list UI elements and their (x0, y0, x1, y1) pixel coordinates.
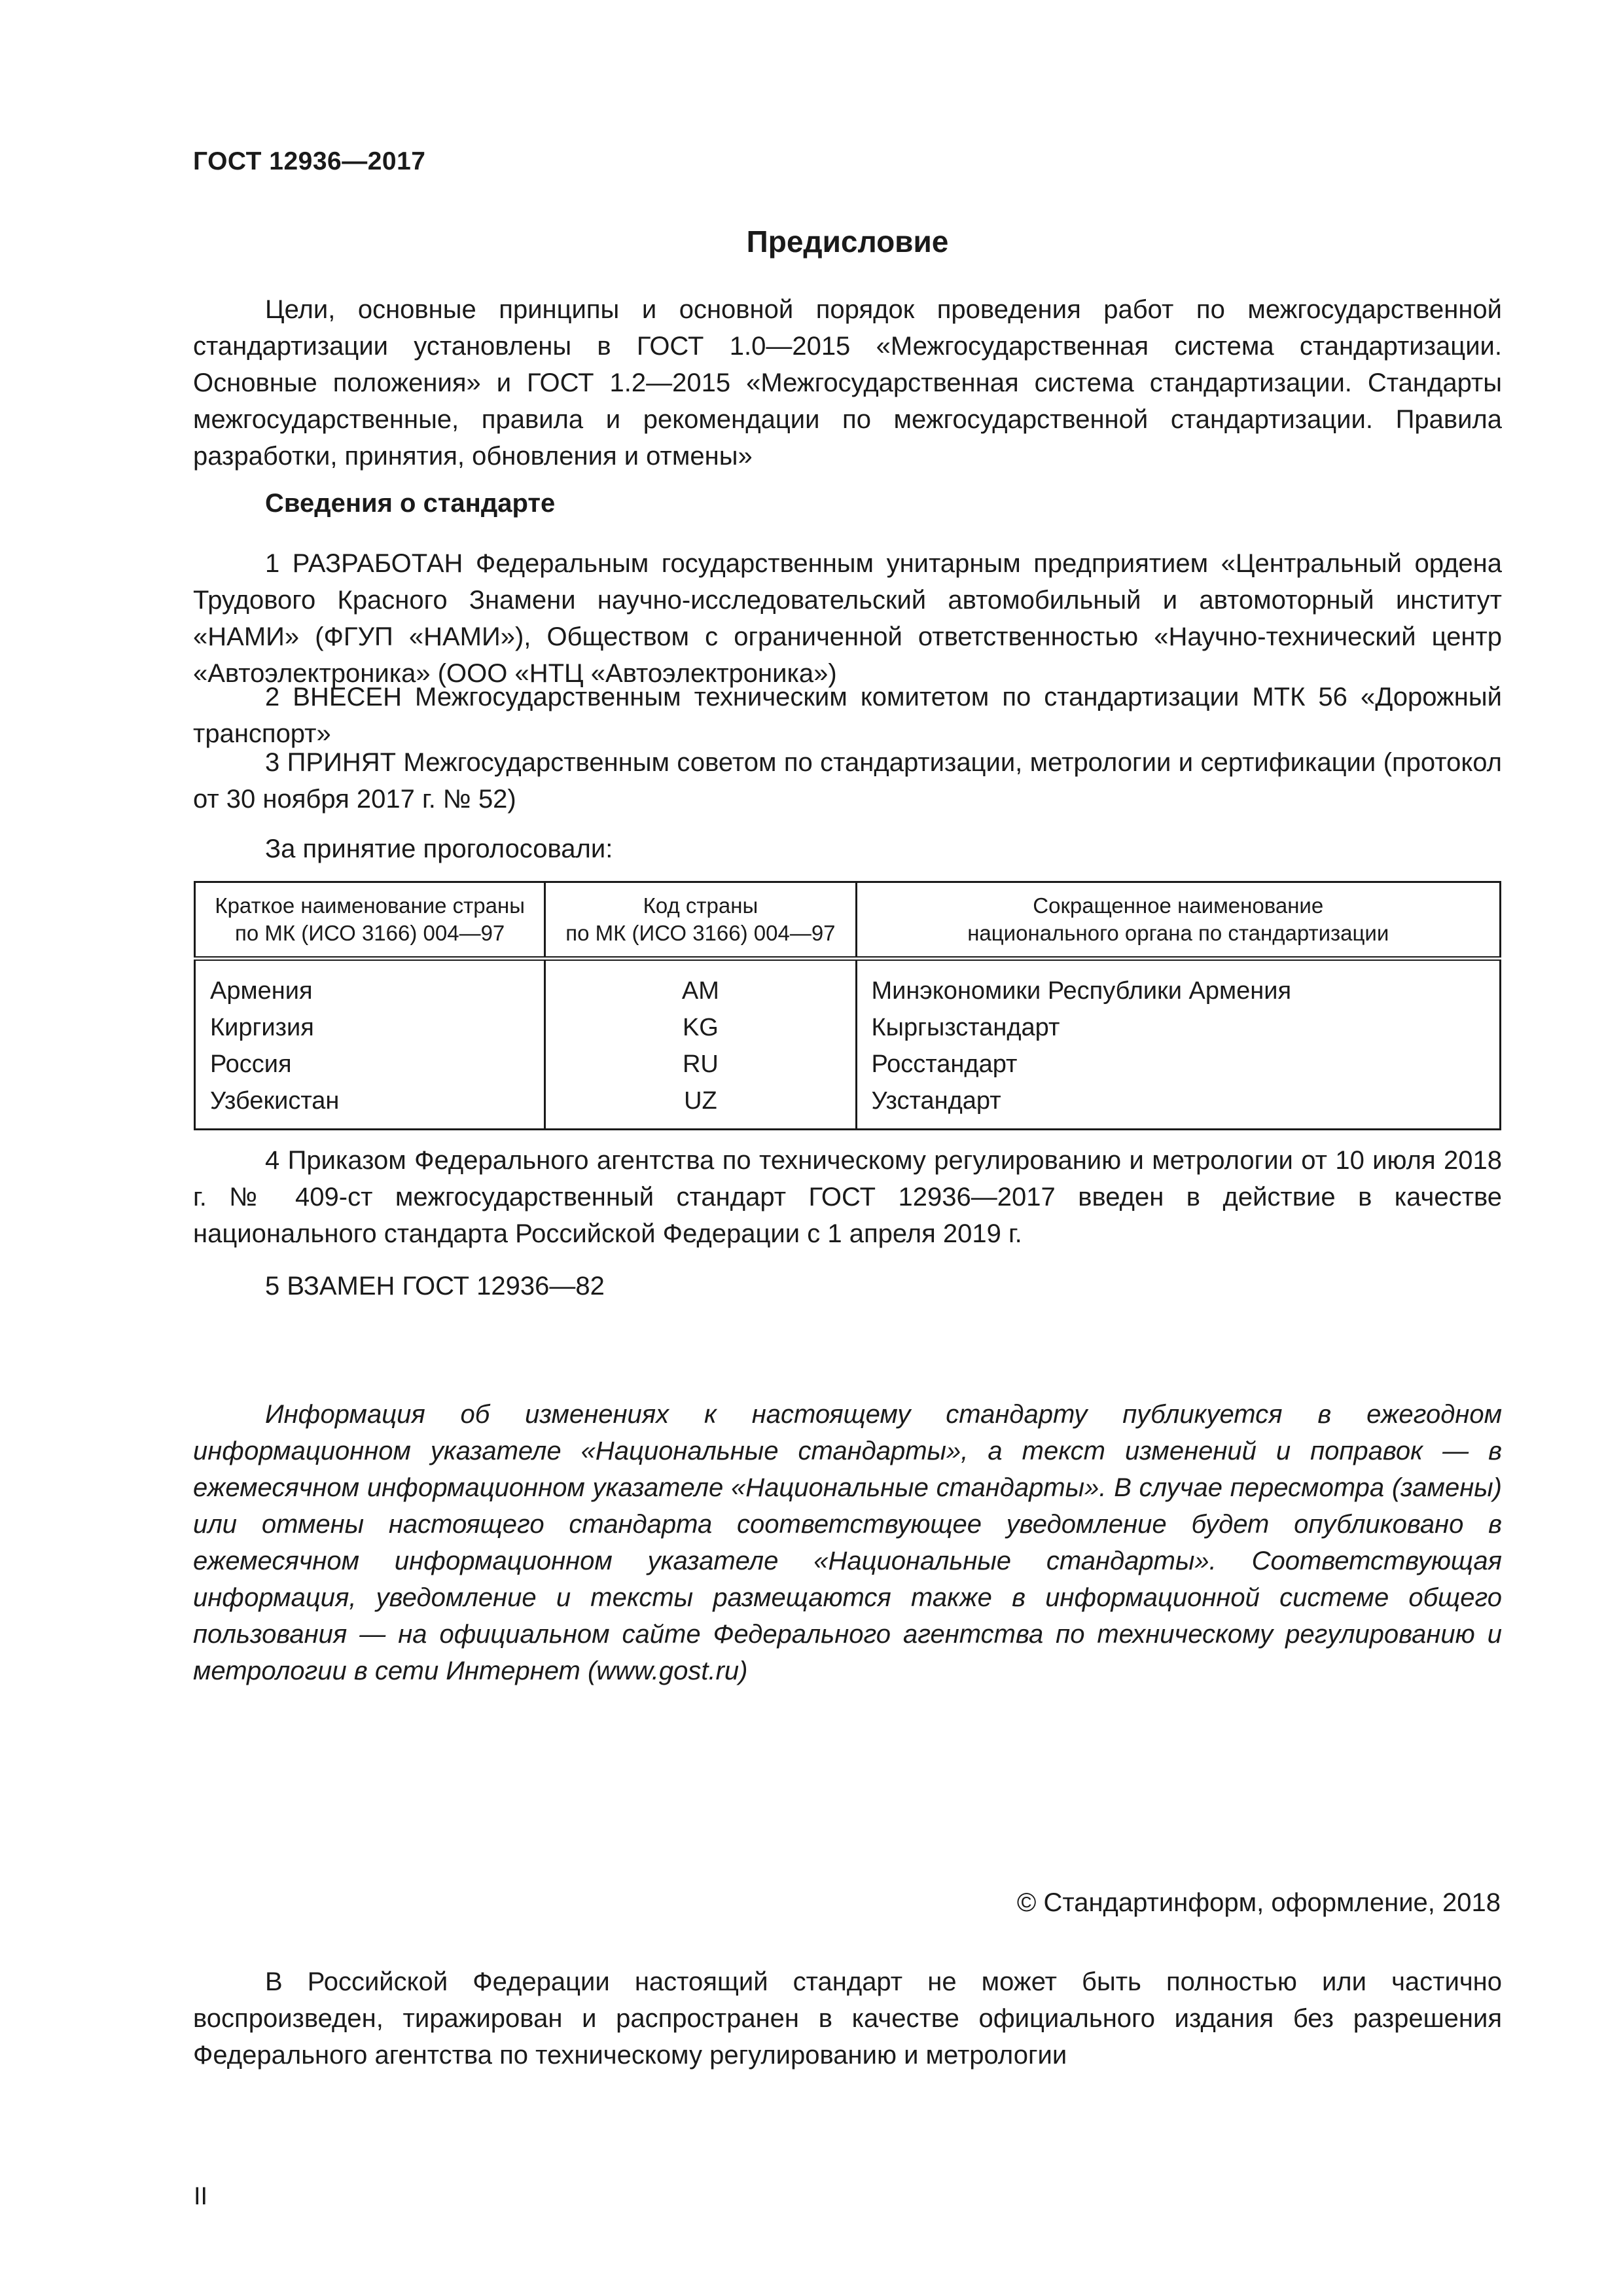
reproduction-notice: В Российской Федерации настоящий стандарт не может быть полностью или частично воспроизведен, тиражирован и распространен в качестве официального издания без разрешения Федерального агентства по техническому регулированию и метрологии (193, 1967, 1502, 2070)
page-number: II (194, 2183, 208, 2210)
country-cell: Узбекистан (195, 1083, 545, 1130)
country-cell: Армения (195, 959, 545, 1010)
body-cell: Минэкономики Республики Армения (856, 959, 1501, 1010)
section-title: Предисловие (746, 224, 949, 259)
country-cell: Россия (195, 1046, 545, 1083)
header-code: Код страны по МК (ИСО 3166) 004—97 (545, 882, 856, 959)
table-row (195, 1083, 1501, 1130)
copyright-line: © Стандартинформ, оформление, 2018 (1016, 1888, 1501, 1917)
standard-info-item-1: 1 РАЗРАБОТАН Федеральным государственным унитарным предприятием «Центральный ордена Трудового Красного Знамени научно-исследовательский автомобильный и автомоторный институт «НАМИ» (ФГУП «НАМИ»), Обществом с ограниченной ответственностью «Научно-технический центр «Автоэлектроника» (ООО «НТЦ «Автоэлектроника») (193, 549, 1502, 688)
intro-paragraph: Цели, основные принципы и основной порядок проведения работ по межгосударственной стандартизации установлены в ГОСТ 1.0—2015 «Межгосударственная система стандартизации. Основные положения» и ГОСТ 1.2—2015 «Межгосударственная система стандартизации. Стандарты межгосударственные, правила и рекомендации по межгосударственной стандартизации. Правила разработки, принятия, обновления и отмены» (193, 295, 1502, 471)
document-number: ГОСТ 12936—2017 (193, 147, 426, 175)
table-row (195, 1009, 1501, 1046)
standard-info-item-5: 5 ВЗАМЕН ГОСТ 12936—82 (265, 1272, 605, 1300)
table-row (195, 959, 1501, 1010)
header-country: Краткое наименование страны по МК (ИСО 3166) 004—97 (195, 882, 545, 959)
code-cell: AM (545, 959, 856, 1010)
code-cell: RU (545, 1046, 856, 1083)
standard-info-item-3: 3 ПРИНЯТ Межгосударственным советом по стандартизации, метрологии и сертификации (протокол от 30 ноября 2017 г. № 52) (193, 748, 1502, 814)
votes-intro: За принятие проголосовали: (265, 834, 613, 863)
standard-info-item-4: 4 Приказом Федерального агентства по техническому регулированию и метрологии от 10 июля 2018 г. № 409-ст межгосударственный стандарт ГОСТ 12936—2017 введен в действие в качестве национального стандарта Российской Федерации с 1 апреля 2019 г. (193, 1146, 1502, 1248)
body-cell: Узстандарт (856, 1083, 1501, 1130)
votes-table (194, 881, 1501, 1130)
code-cell: UZ (545, 1083, 856, 1130)
standard-info-heading: Сведения о стандарте (265, 489, 556, 518)
country-cell: Киргизия (195, 1009, 545, 1046)
code-cell: KG (545, 1009, 856, 1046)
header-body: Сокращенное наименование национального органа по стандартизации (856, 882, 1501, 959)
body-cell: Росстандарт (856, 1046, 1501, 1083)
body-cell: Кыргызстандарт (856, 1009, 1501, 1046)
changes-notice: Информация об изменениях к настоящему стандарту публикуется в ежегодном информационном указателе «Национальные стандарты», а текст изменений и поправок — в ежемесячном информационном указателе «Национальные стандарты». В случае пересмотра (замены) или отмены настоящего стандарта соответствующее уведомление будет опубликовано в ежемесячном информационном указателе «Национальные стандарты». Соответствующая информация, уведомление и тексты размещаются также в информационной системе общего пользования — на официальном сайте Федерального агентства по техническому регулированию и метрологии в сети Интернет (www.gost.ru) (193, 1400, 1502, 1685)
votes-table-header (195, 882, 1501, 959)
standard-info-item-2: 2 ВНЕСЕН Межгосударственным техническим комитетом по стандартизации МТК 56 «Дорожный транспорт» (193, 683, 1502, 748)
table-row (195, 1046, 1501, 1083)
